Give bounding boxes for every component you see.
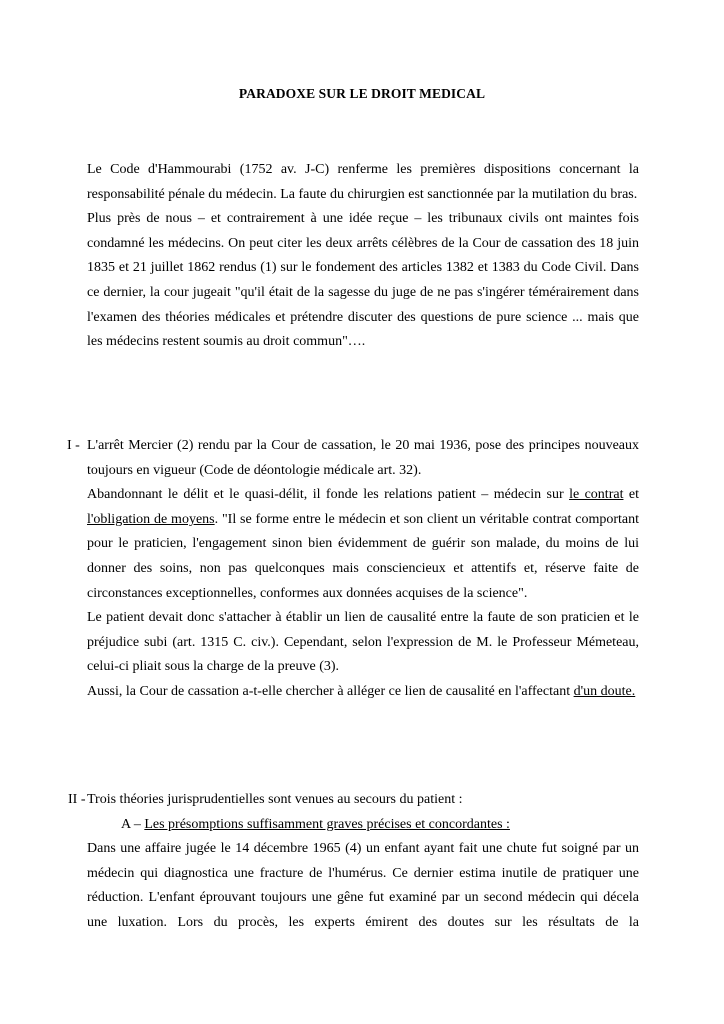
section-1-p1-text: L'arrêt Mercier (2) rendu par la Cour de cassation, le 20 mai 1936, pose des principes nouveaux toujours en vigueur (Code de déontologie médicale art. 32). (87, 438, 639, 478)
section-2-paragraph-1 (68, 788, 639, 813)
intro-paragraph-2: Plus près de nous – et contrairement à une idée reçue – les tribunaux civils ont maintes fois condamné les médecins. On peut citer les deux arrêts célèbres de la Cour de cassation des 18 juin 1835 et 21 juillet 1862 rendus (1) sur le fondement des articles 1382 et 1383 du Code Civil. Dans ce dernier, la cour jugeait "qu'il était de la sagesse du juge de ne pas s'ingérer témérairement dans l'examen des théories médicales et prétendre discuter des questions de pure science ... mais que les médecins restent soumis au droit commun"…. (87, 211, 639, 350)
section-1-number: I - (67, 438, 80, 453)
section-2-p1-text: Trois théories jurisprudentielles sont venues au secours du patient : (87, 792, 463, 807)
obligation-term: l'obligation de moyens (87, 511, 215, 527)
subsection-a-prefix: A – (121, 816, 145, 832)
section-2-number: II - (68, 792, 86, 807)
section-1-paragraph-4 (87, 680, 639, 705)
section-2-paragraph-2: Dans une affaire jugée le 14 décembre 1965 (4) un enfant ayant fait une chute fut soigné par un médecin qui diagnostica une fracture de l'humérus. Ce dernier estima inutile de pratiquer une réduction. L'enfant éprouvant toujours une gêne fut examiné par un second médecin qui décela une luxation. Lors du procès, les experts émirent des doutes sur les résultats de la (87, 841, 639, 930)
section-1-paragraph-3: Le patient devait donc s'attacher à établir un lien de causalité entre la faute de son praticien et le préjudice subi (art. 1315 C. civ.). Cependant, selon l'expression de M. le Professeur Mémeteau, celui-ci pliait sous la charge de la preuve (3). (87, 610, 639, 675)
section-2 (68, 788, 639, 936)
section-1-p2-before: Abandonnant le délit et le quasi-délit, il fonde les relations patient – médecin sur (87, 487, 570, 503)
doubt-term: d'un doute. (573, 683, 636, 699)
subsection-a-label: Les présomptions suffisamment graves précises et concordantes : (144, 816, 510, 832)
section-1-p2-mid: et (623, 487, 639, 503)
contract-term: le contrat (569, 487, 624, 503)
section-1 (67, 434, 639, 705)
section-1-paragraph-1 (67, 434, 639, 483)
intro-section (87, 158, 639, 355)
subsection-a-heading (87, 813, 639, 838)
section-1-p4-before: Aussi, la Cour de cassation a-t-elle chercher à alléger ce lien de causalité en l'affectant (87, 683, 574, 699)
section-1-p2-after: . "Il se forme entre le médecin et son client un véritable contrat comportant pour le praticien, l'engagement sinon bien évidemment de guérir son malade, du moins de lui donner des soins, non pas quelconques mais consciencieux et attentifs et, réserve faite de circonstances exceptionnelles, conformes aux données acquises de la science". (87, 511, 639, 601)
document-title: PARADOXE SUR LE DROIT MEDICAL (238, 86, 486, 101)
intro-paragraph-1: Le Code d'Hammourabi (1752 av. J-C) renferme les premières dispositions concernant la responsabilité pénale du médecin. La faute du chirurgien est sanctionnée par la mutilation du bras. (87, 162, 639, 202)
section-1-paragraph-2 (87, 483, 639, 606)
